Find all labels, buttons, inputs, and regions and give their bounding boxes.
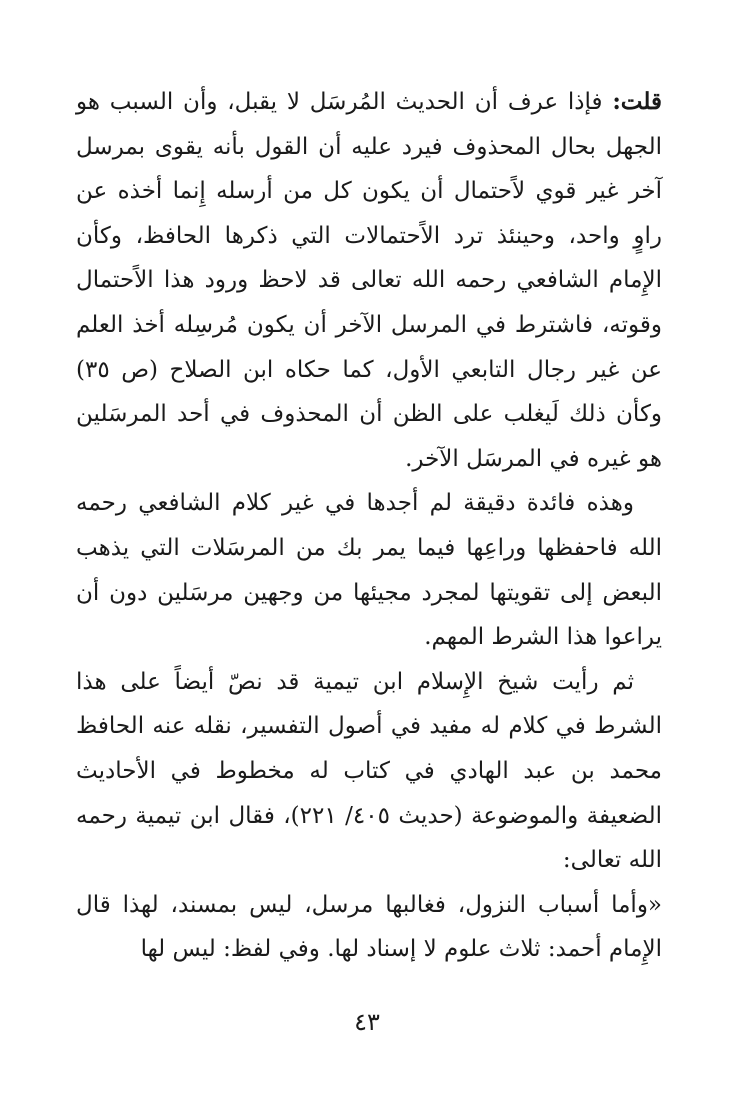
paragraph-text: وهذه فائدة دقيقة لم أجدها في غير كلام الشافعي رحمه الله فاحفظها وراعِها فيما يمر بك من المرسَلات التي يذهب البعض إلى تقويتها لمجرد مجيئها من وجهين مرسَلين دون أن يراعوا هذا الشرط المهم. [76, 490, 662, 651]
paragraph-3 [76, 660, 662, 883]
paragraph-text: فإذا عرف أن الحديث المُرسَل لا يقبل، وأن السبب هو الجهل بحال المحذوف فيرد عليه أن القول بأنه يقوى بمرسل آخر غير قوي لاًحتمال أن يكون كل من أرسله إِنما أخذه عن راوٍ واحد، وحينئذ ترد الاًحتمالات التي ذكرها الحافظ، وكأن الإِمام الشافعي رحمه الله تعالى قد لاحظ ورود هذا الاًحتمال وقوته، فاشترط في المرسل الآخر أن يكون مُرسِله أخذ العلم عن غير رجال التابعي الأول، كما حكاه ابن الصلاح (ص ٣٥) وكأن ذلك لَيغلب على الظن أن المحذوف في أحد المرسَلين هو غيره في المرسَل الآخر. [76, 89, 662, 472]
paragraph-text: ثم رأيت شيخ الإِسلام ابن تيمية قد نصّ أيضاً على هذا الشرط في كلام له مفيد في أصول التفسير، نقله عنه الحافظ محمد بن عبد الهادي في كتاب له مخطوط في الأحاديث الضعيفة والموضوعة (حديث ٤٠٥/ ٢٢١)، فقال ابن تيمية رحمه الله تعالى: [76, 668, 662, 874]
page-number: ٤٣ [354, 1008, 380, 1036]
body-text [76, 80, 662, 972]
paragraph-2 [76, 481, 662, 659]
paragraph-lead: قلت: [612, 88, 662, 115]
paragraph-1 [76, 80, 662, 481]
paragraph-4 [76, 883, 662, 972]
paragraph-text: «وأما أسباب النزول، فغالبها مرسل، ليس بمسند، لهذا قال الإِمام أحمد: ثلاث علوم لا إسناد لها. وفي لفظ: ليس لها [76, 891, 662, 963]
